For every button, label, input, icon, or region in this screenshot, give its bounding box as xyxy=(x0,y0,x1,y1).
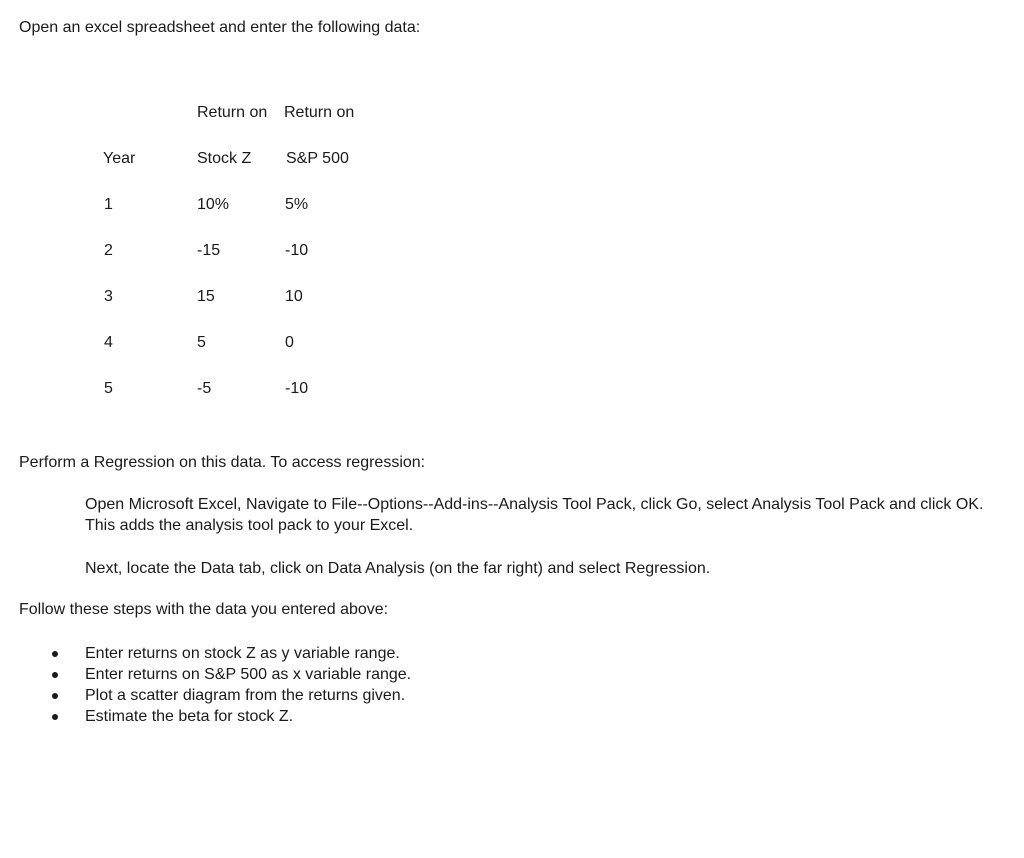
instruction-add-ins: Open Microsoft Excel, Navigate to File--Options--Add-ins--Analysis Tool Pack, click Go, select Analysis Tool Pack and click OK. This adds the analysis tool pack to your Excel. xyxy=(85,496,984,534)
sp500-cell: 5% xyxy=(285,196,309,213)
year-cell: 1 xyxy=(104,196,113,213)
table-header-year: Year xyxy=(103,150,136,167)
bullet-icon xyxy=(52,714,58,720)
sp500-cell: -10 xyxy=(285,380,309,397)
follow-steps-text: Follow these steps with the data you entered above: xyxy=(19,601,389,618)
list-item xyxy=(52,706,411,727)
table-header-stock-z-line1: Return on xyxy=(197,104,268,121)
step-text: Enter returns on S&P 500 as x variable range. xyxy=(85,666,412,683)
perform-regression-text: Perform a Regression on this data. To access regression: xyxy=(19,454,426,471)
sp500-cell: 10 xyxy=(285,288,303,305)
instruction-data-tab: Next, locate the Data tab, click on Data Analysis (on the far right) and select Regression. xyxy=(85,560,711,577)
table-header-sp500-line1: Return on xyxy=(284,104,355,121)
year-cell: 5 xyxy=(104,380,113,397)
step-text: Plot a scatter diagram from the returns given. xyxy=(85,687,406,704)
sp500-cell: -10 xyxy=(285,242,309,259)
year-cell: 2 xyxy=(104,242,113,259)
stock-z-cell: 10% xyxy=(197,196,230,213)
stock-z-cell: 5 xyxy=(197,334,206,351)
list-item xyxy=(52,685,411,706)
list-item xyxy=(52,664,411,685)
step-text: Estimate the beta for stock Z. xyxy=(85,708,294,725)
stock-z-cell: -15 xyxy=(197,242,221,259)
stock-z-cell: 15 xyxy=(197,288,215,305)
table-header-stock-z-line2: Stock Z xyxy=(197,150,252,167)
bullet-icon xyxy=(52,651,58,657)
step-text: Enter returns on stock Z as y variable range. xyxy=(85,645,400,662)
list-item xyxy=(52,643,411,664)
intro-text: Open an excel spreadsheet and enter the following data: xyxy=(19,19,421,36)
year-cell: 4 xyxy=(104,334,113,351)
stock-z-cell: -5 xyxy=(197,380,212,397)
year-cell: 3 xyxy=(104,288,113,305)
bullet-icon xyxy=(52,672,58,678)
sp500-cell: 0 xyxy=(285,334,294,351)
steps-list xyxy=(52,643,411,727)
bullet-icon xyxy=(52,693,58,699)
table-header-sp500-line2: S&P 500 xyxy=(286,150,349,167)
